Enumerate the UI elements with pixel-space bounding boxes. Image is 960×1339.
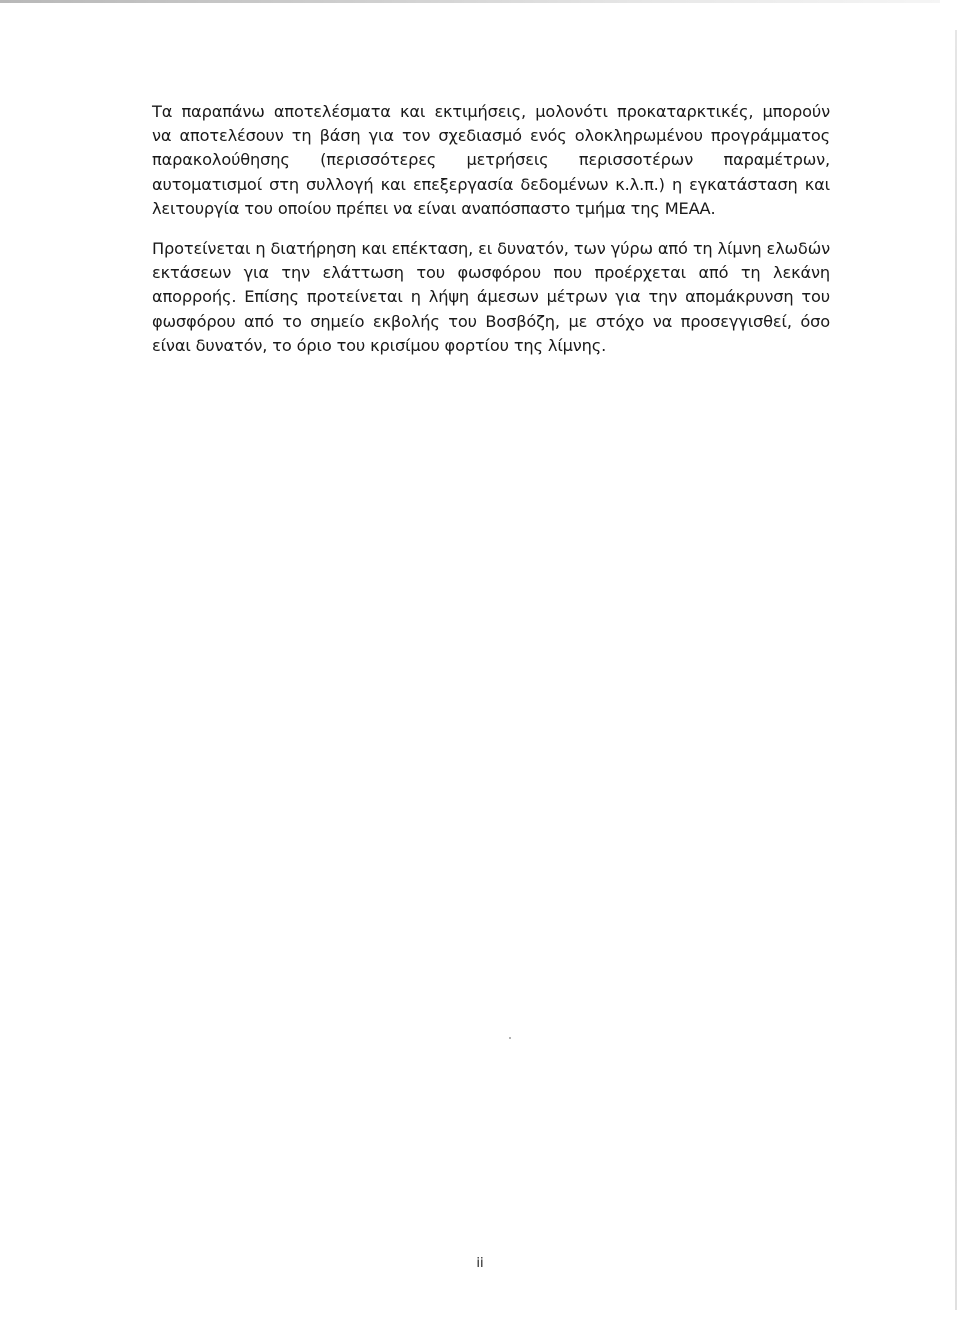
text-line: παρακολούθησης (περισσότερες μετρήσεις περισσοτέρων παραμέτρων,: [152, 150, 830, 170]
paragraph-results-monitoring: [152, 100, 830, 221]
text-line: λειτουργία του οποίου πρέπει να είναι αναπόσπαστο τμήμα της ΜΕΑΑ.: [152, 198, 716, 218]
text-line: Προτείνεται η διατήρηση και επέκταση, ει δυνατόν, των γύρω από τη λίμνη ελωδών: [152, 239, 830, 259]
scan-edge-top: [0, 0, 940, 3]
scan-edge-right: [955, 30, 957, 1310]
text-line: Τα παραπάνω αποτελέσματα και εκτιμήσεις, μολονότι προκαταρκτικές, μπορούν: [152, 102, 830, 121]
text-line: είναι δυνατόν, το όριο του κρισίμου φορτίου της λίμνης.: [152, 335, 607, 355]
text-line: αυτοματισμοί στη συλλογή και επεξεργασία δεδομένων κ.λ.π.) η εγκατάσταση και: [152, 174, 830, 194]
text-line: εκτάσεων για την ελάττωση του φωσφόρου που προέρχεται από τη λεκάνη: [152, 263, 830, 283]
document-body: [152, 100, 830, 358]
text-line: να αποτελέσουν τη βάση για τον σχεδιασμό ενός ολοκληρωμένου προγράμματος: [152, 126, 830, 146]
page-number: ii: [476, 1256, 484, 1271]
text-line: απορροής. Επίσης προτείνεται η λήψη άμεσων μέτρων για την απομάκρυνση του: [152, 287, 830, 307]
text-line: φωσφόρου από το σημείο εκβολής του Βοσβόζη, με στόχο να προσεγγισθεί, όσο: [152, 311, 830, 331]
scan-speck: [509, 1037, 511, 1039]
paragraph-wetlands-phosphorus: [152, 237, 830, 358]
